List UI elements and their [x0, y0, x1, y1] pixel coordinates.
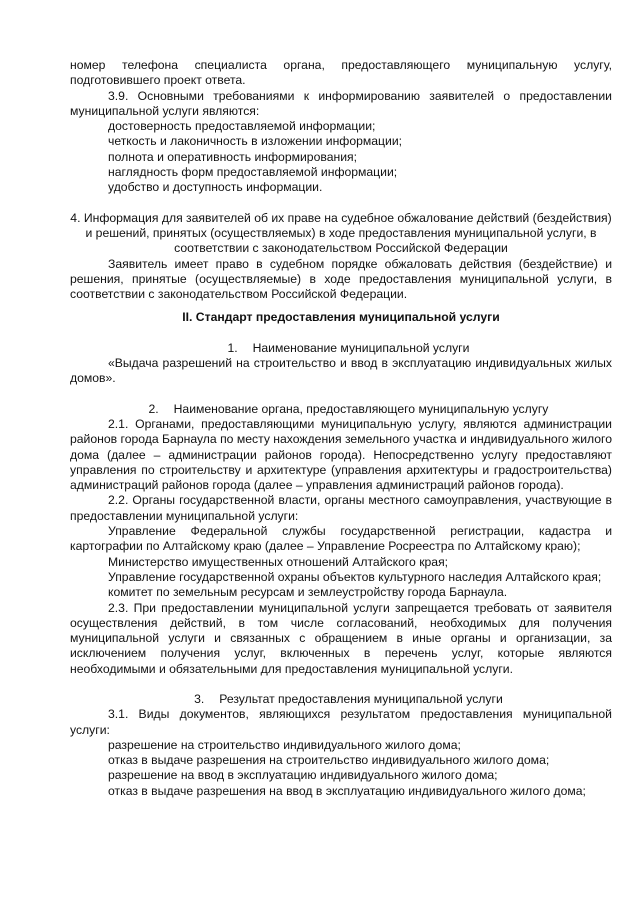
- paragraph: номер телефона специалиста органа, предоставляющего муниципальную услугу, подготовившего проект ответа.: [70, 58, 612, 88]
- heading-text: Результат предоставления муниципальной услуги: [219, 691, 503, 706]
- subsection-heading-1: [70, 341, 612, 356]
- heading-number: 3.: [194, 691, 205, 706]
- paragraph-2-3: 2.3. При предоставлении муниципальной услуги запрещается требовать от заявителя осуществления действий, в том числе согласований, необходимых для получения муниципальной услуги и связанных с обращением в иные органы и организации, за исключением получения услуг, включенных в перечень услуг, которые являются необходимыми и обязательными для предоставления муниципальной услуги.: [70, 600, 612, 676]
- paragraph-2-2: 2.2. Органы государственной власти, органы местного самоуправления, участвующие в предоставлении муниципальной услуги:: [70, 493, 612, 523]
- list-item: наглядность форм предоставляемой информации;: [108, 165, 398, 180]
- subsection-heading-3: [70, 692, 612, 707]
- list-item: Министерство имущественных отношений Алтайского края;: [108, 554, 449, 569]
- paragraph-2-1: 2.1. Органами, предоставляющими муниципальную услугу, являются администрации районов города Барнаула по месту нахождения земельного участка и индивидуального жилого дома (далее – администрации районов города). Непосредственно услугу предоставляют управления по строительству и архитектуре (управления архитектуры и градостроительства) администраций районов города (далее – управления администраций районов города).: [70, 416, 612, 493]
- list-item: Управление Федеральной службы государственной регистрации, кадастра и картографии по Алтайскому краю (далее – Управление Росреестра по Алтайскому краю);: [70, 524, 612, 554]
- list-item: разрешение на строительство индивидуального жилого дома;: [108, 737, 461, 752]
- heading-text: Наименование муниципальной услуги: [252, 340, 470, 355]
- heading-number: 2.: [148, 401, 159, 416]
- section-heading-4: 4. Информация для заявителей об их праве на судебное обжалование действий (бездействия) и решений, принятых (осуществляемых) в ходе предоставления муниципальной услуги, в соответствии с законодательством Российской Федерации: [70, 210, 612, 256]
- list-item: удобство и доступность информации.: [108, 180, 323, 195]
- list-item: отказ в выдаче разрешения на строительство индивидуального жилого дома;: [108, 753, 550, 768]
- paragraph-3-9: 3.9. Основными требованиями к информированию заявителей о предоставлении муниципальной услуги являются:: [70, 88, 612, 118]
- list-item: четкость и лаконичность в изложении информации;: [108, 134, 403, 149]
- paragraph: Заявитель имеет право в судебном порядке обжаловать действия (бездействие) и решения, принятые (осуществляемые) в ходе предоставления муниципальной услуги, в соответствии с законодательством Российской Федерации.: [70, 256, 612, 302]
- section-title: II. Стандарт предоставления муниципальной услуги: [182, 310, 500, 325]
- paragraph: «Выдача разрешений на строительство и ввод в эксплуатацию индивидуальных жилых домов».: [70, 356, 612, 386]
- subsection-heading-2: [70, 402, 612, 417]
- paragraph-3-1: 3.1. Виды документов, являющихся результатом предоставления муниципальной услуги:: [70, 707, 612, 737]
- list-item: достоверность предоставляемой информации;: [108, 119, 376, 134]
- heading-number: 1.: [227, 340, 238, 355]
- list-item: отказ в выдаче разрешения на ввод в эксплуатацию индивидуального жилого дома;: [108, 783, 586, 798]
- list-item: Управление государственной охраны объектов культурного наследия Алтайского края;: [108, 569, 602, 584]
- heading-text: Наименование органа, предоставляющего муниципальную услугу: [173, 401, 549, 416]
- list-item: разрешение на ввод в эксплуатацию индивидуального жилого дома;: [108, 768, 498, 783]
- list-item: комитет по земельным ресурсам и землеустройству города Барнаула.: [108, 585, 508, 600]
- list-item: полнота и оперативность информирования;: [108, 149, 357, 164]
